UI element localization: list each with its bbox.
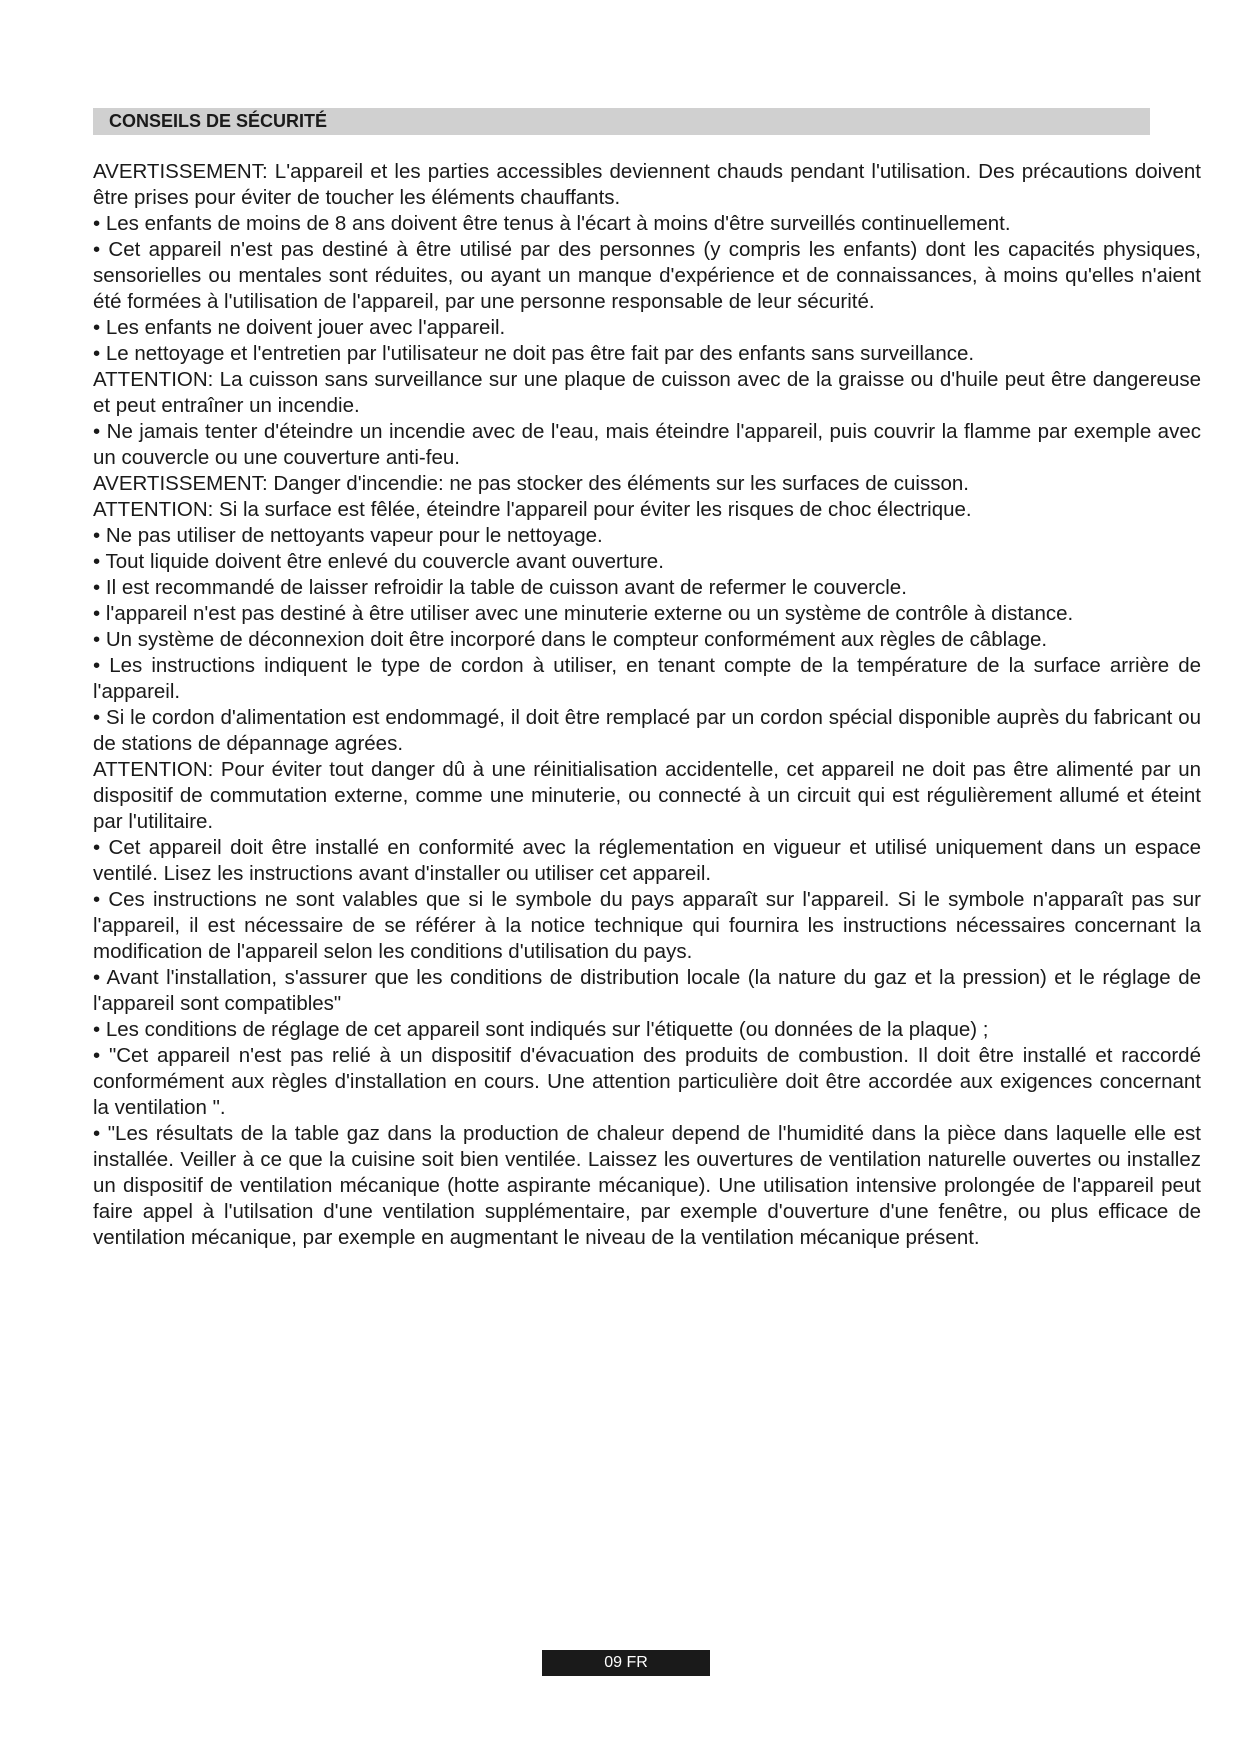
page-number: 09 FR bbox=[542, 1650, 710, 1676]
safety-instructions-body bbox=[93, 159, 1201, 1251]
paragraph-fire-water: • Ne jamais tenter d'éteindre un incendie avec de l'eau, mais éteindre l'appareil, puis couvrir la flamme par exemple avec un couvercle ou une couverture anti-feu. bbox=[93, 420, 1201, 469]
paragraph-children-play: • Les enfants ne doivent jouer avec l'appareil. bbox=[93, 316, 506, 339]
paragraph-ventilation: • "Les résultats de la table gaz dans la production de chaleur depend de l'humidité dans la pièce dans laquelle elle est installée. Veiller à ce que la cuisine soit bien ventilée. Laissez les ouvertures de ventilation naturelle ouvertes ou installez un dispositif de ventilation mécanique (hotte aspirante mécanique). Une utilisation intensive prolongée de l'appareil peut faire appel à l'utilsation d'une ventilation supplémentaire, par exemple d'ouverture d'une fenêtre, ou plus efficace de ventilation mécanique, par exemple en augmentant le niveau de la ventilation mécanique présent. bbox=[93, 1122, 1201, 1249]
paragraph-damaged-cord: • Si le cordon d'alimentation est endommagé, il doit être remplacé par un cordon spécial disponible auprès du fabricant ou de stations de dépannage agrées. bbox=[93, 706, 1201, 755]
paragraph-combustion-evacuation: • "Cet appareil n'est pas relié à un dispositif d'évacuation des produits de combustion. Il doit être installé et raccordé conformément aux règles d'installation en cours. Une attention particulière doit être accordée aux exigences concernant la ventilation ". bbox=[93, 1044, 1201, 1119]
paragraph-attention-cracked-surface: ATTENTION: Si la surface est fêlée, éteindre l'appareil pour éviter les risques de choc électrique. bbox=[93, 498, 972, 521]
paragraph-steam-cleaners: • Ne pas utiliser de nettoyants vapeur pour le nettoyage. bbox=[93, 524, 603, 547]
paragraph-cool-before-lid: • Il est recommandé de laisser refroidir la table de cuisson avant de refermer le couvercle. bbox=[93, 576, 907, 599]
paragraph-country-symbol: • Ces instructions ne sont valables que si le symbole du pays apparaît sur l'appareil. Si le symbole n'apparaît pas sur l'appareil, il est nécessaire de se référer à la notice technique qui fournira les instructions nécessaires concernant la modification de l'appareil selon les conditions d'utilisation du pays. bbox=[93, 888, 1201, 963]
paragraph-cleaning-children: • Le nettoyage et l'entretien par l'utilisateur ne doit pas être fait par des enfants sans surveillance. bbox=[93, 342, 975, 365]
paragraph-attention-reset: ATTENTION: Pour éviter tout danger dû à une réinitialisation accidentelle, cet appareil ne doit pas être alimenté par un dispositif de commutation externe, comme une minuterie, ou connecté à un circuit qui est régulièrement allumé et éteint par l'utilitaire. bbox=[93, 758, 1201, 833]
paragraph-reduced-capacities: • Cet appareil n'est pas destiné à être utilisé par des personnes (y compris les enfants) dont les capacités physiques, sensorielles ou mentales sont réduites, ou ayant un manque d'expérience et de connaissances, à moins qu'elles n'aient été formées à l'utilisation de l'appareil, par une personne responsable de leur sécurité. bbox=[93, 238, 1201, 313]
paragraph-gas-compatibility: • Avant l'installation, s'assurer que les conditions de distribution locale (la nature du gaz et la pression) et le réglage de l'appareil sont compatibles" bbox=[93, 966, 1201, 1015]
paragraph-children-supervision: • Les enfants de moins de 8 ans doivent être tenus à l'écart à moins d'être surveillés continuellement. bbox=[93, 212, 1011, 235]
paragraph-warning-hot-parts: AVERTISSEMENT: L'appareil et les parties accessibles deviennent chauds pendant l'utilisation. Des précautions doivent être prises pour éviter de toucher les éléments chauffants. bbox=[93, 160, 1201, 209]
section-title: CONSEILS DE SÉCURITÉ bbox=[93, 108, 1150, 135]
paragraph-liquid-lid: • Tout liquide doivent être enlevé du couvercle avant ouverture. bbox=[93, 550, 664, 573]
paragraph-installation-regulations: • Cet appareil doit être installé en conformité avec la réglementation en vigueur et utilisé uniquement dans un espace ventilé. Lisez les instructions avant d'installer ou utiliser cet appareil. bbox=[93, 836, 1201, 885]
paragraph-warning-fire-storage: AVERTISSEMENT: Danger d'incendie: ne pas stocker des éléments sur les surfaces de cuisson. bbox=[93, 472, 969, 495]
paragraph-adjustment-label: • Les conditions de réglage de cet appareil sont indiqués sur l'étiquette (ou données de la plaque) ; bbox=[93, 1018, 989, 1041]
paragraph-attention-unattended-cooking: ATTENTION: La cuisson sans surveillance sur une plaque de cuisson avec de la graisse ou d'huile peut être dangereuse et peut entraîner un incendie. bbox=[93, 368, 1201, 417]
paragraph-external-timer: • l'appareil n'est pas destiné à être utiliser avec une minuterie externe ou un système de contrôle à distance. bbox=[93, 602, 1074, 625]
paragraph-cord-type: • Les instructions indiquent le type de cordon à utiliser, en tenant compte de la température de la surface arrière de l'appareil. bbox=[93, 654, 1201, 703]
paragraph-disconnection-system: • Un système de déconnexion doit être incorporé dans le compteur conformément aux règles de câblage. bbox=[93, 628, 1048, 651]
